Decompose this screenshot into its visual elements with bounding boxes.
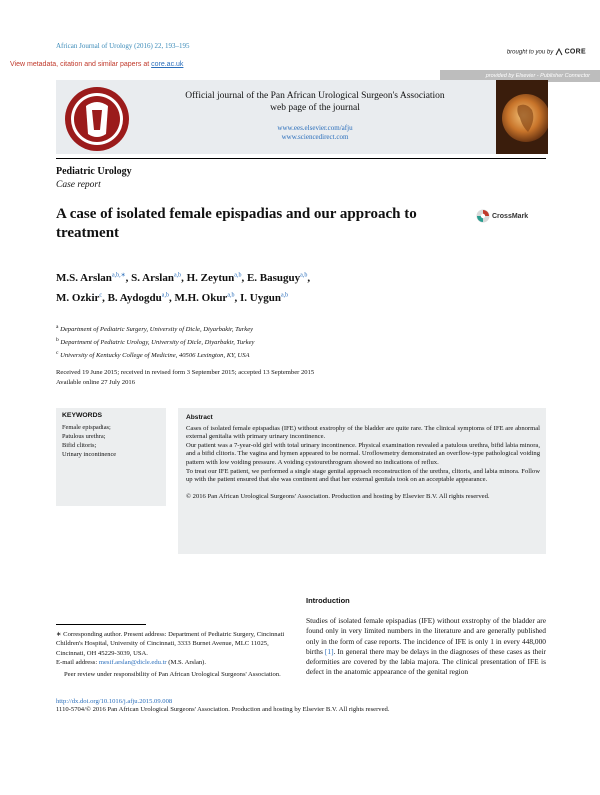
- author: M.S. Arslan$^{a,b,∗}$,: [56, 271, 132, 284]
- keyword: Urinary incontinence: [62, 451, 117, 458]
- received-dates: Received 19 June 2015; received in revised form 3 September 2015; accepted 13 September 2015: [56, 369, 315, 376]
- journal-urls: [140, 124, 490, 142]
- journal-url-ees[interactable]: www.ees.elsevier.com/afju: [277, 124, 353, 132]
- abstract-heading: Abstract: [186, 414, 213, 421]
- affiliation: $^b$ Department of Pediatric Urology, University of Dicle, Diyarbakir, Turkey: [56, 337, 255, 347]
- core-brought-text: brought to you by: [506, 49, 554, 56]
- keywords-list: [62, 423, 116, 459]
- author-list: [56, 266, 456, 307]
- author: I. Uygun$^{a,b}$: [240, 292, 289, 305]
- core-link[interactable]: core.ac.uk: [151, 61, 184, 68]
- core-brought-by: [507, 48, 586, 56]
- abstract-paragraph: To treat our IFE patient, we performed a single stage genital approach reconstruction of the urethra, clitoris, and labia minora. Follow up with the patient ensured that she was continent and that her external genitals took on an acceptable appearance.: [186, 467, 540, 484]
- author: E. Basuguy$^{a,b}$,: [246, 271, 311, 284]
- abstract-copyright: © 2016 Pan African Urological Surgeons' Association. Production and hosting by Elsevier B.V. All rights reserved.: [186, 492, 490, 500]
- author: M.H. Okur$^{a,b}$,: [174, 292, 240, 305]
- journal-url-sciencedirect[interactable]: www.sciencedirect.com: [281, 133, 349, 141]
- email-line: E-mail address: mesif.arslan@dicle.edu.tr (M.S. Arslan).: [56, 658, 207, 666]
- core-brand: CORE: [564, 48, 586, 56]
- affiliation: $^a$ Department of Pediatric Surgery, University of Dicle, Diyarbakir, Turkey: [56, 324, 254, 334]
- email-link[interactable]: mesif.arslan@dicle.edu.tr: [98, 658, 167, 666]
- keyword: Bifid clitoris;: [62, 442, 97, 449]
- journal-webpage-line: web page of the journal: [270, 103, 360, 113]
- abstract-paragraph: Our patient was a 7-year-old girl with total urinary incontinence. Physical examination revealed a patulous urethra, bifid labia minora, and a bifid clitoris. The vagina and hymen appeared to be normal. Uroflowmetry demonstrated an overflow-type pathological voiding pattern with low voiding pressure. A voiding cystourethrogram showed no indications of reflux.: [186, 441, 540, 466]
- affiliation-list: [56, 322, 254, 362]
- doi-link[interactable]: http://dx.doi.org/10.1016/j.afju.2015.09.008: [56, 698, 173, 705]
- article-type: Case report: [56, 180, 101, 190]
- abstract: [186, 414, 540, 501]
- online-date: Available online 27 July 2016: [56, 379, 135, 386]
- keywords-heading: KEYWORDS: [62, 412, 103, 419]
- header-rule: [56, 158, 546, 159]
- peer-review-note: Peer review under responsibility of Pan African Urological Surgeons' Association.: [64, 671, 281, 679]
- crossmark-label[interactable]: CrossMark: [492, 213, 529, 220]
- journal-citation: African Journal of Urology (2016) 22, 193–195: [56, 42, 190, 50]
- journal-official-line: Official journal of the Pan African Urological Surgeon's Association: [185, 91, 445, 101]
- intro-text-part: Studies of isolated female epispadias (IFE) without exstrophy of the bladder are found only in very limited numbers in the literature and are generally published only in the form of case reports. The incidence of IFE is only 1 in every 448,000 births: [306, 616, 546, 656]
- abstract-paragraph: Cases of isolated female epispadias (IFE) without exstrophy of the bladder are quite rare. The clinical symptoms of IFE are abnormal external genitalia with primary urinary incontinence.: [186, 424, 540, 441]
- journal-logo-icon: [62, 84, 132, 154]
- author: B. Aydogdu$^{a,b}$,: [107, 292, 175, 305]
- keyword: Patulous urethra;: [62, 433, 106, 440]
- footnote-rule: [56, 624, 146, 625]
- journal-cover-image: [496, 80, 548, 154]
- introduction-text: [306, 616, 546, 678]
- keyword: Female epispadias;: [62, 424, 111, 431]
- author: H. Zeytun$^{a,b}$,: [186, 271, 247, 284]
- core-view-text: View metadata, citation and similar papers at: [10, 61, 152, 68]
- reference-link[interactable]: [1]: [324, 646, 334, 656]
- article-section: Pediatric Urology: [56, 166, 132, 177]
- author: S. Arslan$^{a,b}$,: [131, 271, 187, 284]
- footnote: [56, 630, 296, 679]
- affiliation: $^c$ University of Kentucky College of Medicine, 40506 Lexington, KY, USA: [56, 350, 250, 360]
- article-dates: [56, 368, 314, 388]
- core-provided-text: provided by Elsevier - Publisher Connector: [485, 73, 590, 79]
- intro-text-part: . In general there may be delays in the diagnoses of these cases as their deformities are covered by the labia majora. The clinical presentation of IFE is defect in the anatomic appearance of the genital region: [306, 646, 547, 677]
- crossmark-icon[interactable]: [476, 209, 490, 223]
- article-title: A case of isolated female epispadias and our approach to treatment: [56, 206, 417, 241]
- journal-official-statement: [140, 90, 490, 114]
- introduction-heading: Introduction: [306, 596, 350, 605]
- core-view-metadata: [10, 61, 183, 68]
- issn-copyright: 1110-5704/© 2016 Pan African Urological Surgeons' Association. Production and hosting by Elsevier B.V. All rights reserved.: [56, 706, 390, 713]
- core-logo-icon: [555, 48, 563, 56]
- corresponding-author-note: ∗ Corresponding author. Present address: Department of Pediatric Surgery, Cincinnati Children's Hospital, University of Cincinnati, 3333 Burnet Avenue, MLC 11025, Cincinnati, OH 45229-3039, USA.: [56, 631, 285, 657]
- author: M. Ozkir$^c$,: [56, 292, 108, 305]
